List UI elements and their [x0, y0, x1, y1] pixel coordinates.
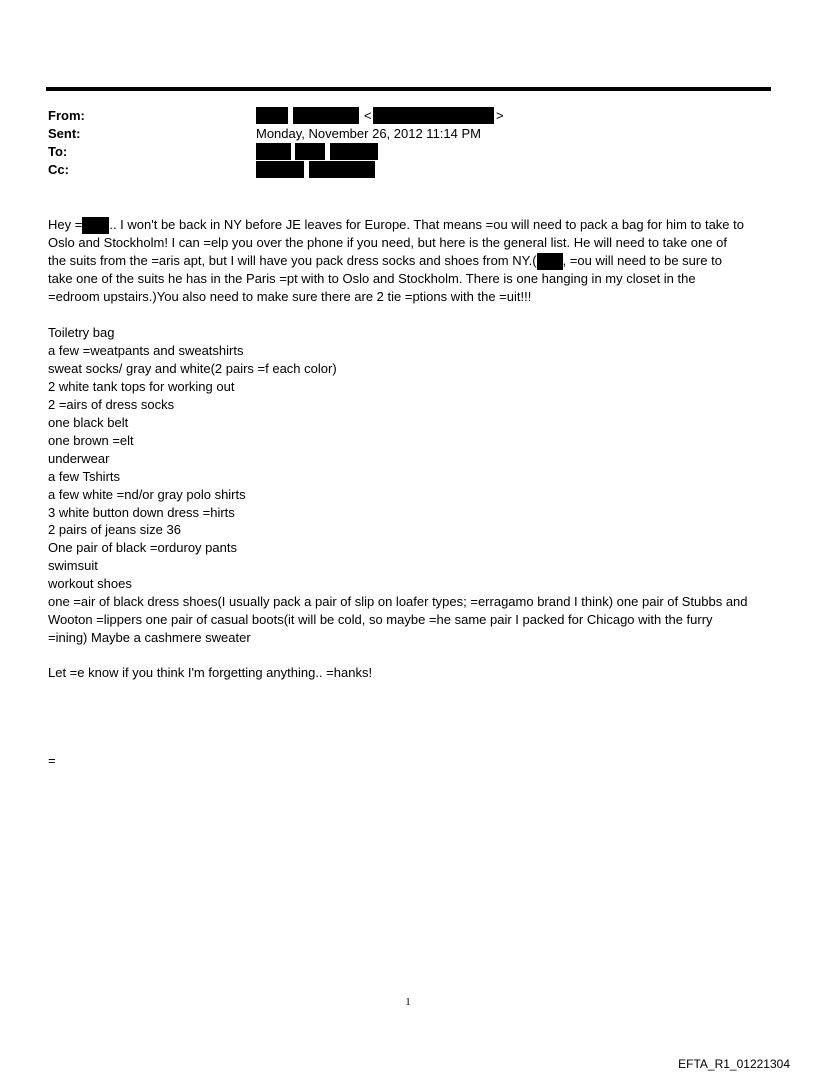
list-item: Wooton =lippers one pair of casual boots(it will be cold, so maybe =he same pair I packed for Chicago with the furry — [48, 612, 713, 628]
trailing-char: = — [48, 753, 56, 768]
list-item: a few white =nd/or gray polo shirts — [48, 486, 246, 502]
body-line: take one of the suits he has in the Paris =pt with to Oslo and Stockholm. There is one hanging in my closet in the — [48, 271, 696, 287]
email-body-paragraph — [48, 216, 773, 306]
body-line — [48, 252, 773, 270]
body-line: =edroom upstairs.)You also need to make sure there are 2 tie =ptions with the =uit!!! — [48, 288, 532, 304]
closing-line: Let =e know if you think I'm forgetting anything.. =hanks! — [48, 665, 373, 680]
sent-label: Sent: — [48, 126, 81, 141]
redaction-block — [256, 143, 291, 160]
list-item: 2 =airs of dress socks — [48, 396, 175, 412]
body-text: the suits from the =aris apt, but I will have you pack dress socks and shoes from NY.( — [48, 252, 537, 268]
list-item: Toiletry bag — [48, 325, 115, 340]
list-item: One pair of black =orduroy pants — [48, 540, 237, 556]
cc-label: Cc: — [48, 162, 69, 177]
redaction-block — [309, 161, 375, 178]
body-line — [48, 216, 773, 234]
redaction-block — [537, 253, 563, 270]
redaction-block — [82, 217, 109, 234]
from-label: From: — [48, 108, 85, 123]
list-item: a few =weatpants and sweatshirts — [48, 342, 244, 358]
packing-list — [48, 324, 773, 647]
from-gt: > — [496, 108, 504, 123]
page-number: 1 — [405, 996, 411, 1008]
body-line: Oslo and Stockholm! I can =elp you over the phone if you need, but here is the general list. He will need to take one of — [48, 235, 727, 251]
redaction-block — [330, 143, 378, 160]
list-item: 2 white tank tops for working out — [48, 378, 235, 394]
list-item: workout shoes — [48, 576, 132, 592]
body-text: .. I won't be back in NY before JE leaves for Europe. That means =ou will need to pack a bag for him to take to — [109, 217, 744, 232]
list-item: 3 white button down dress =hirts — [48, 504, 235, 520]
list-item: a few Tshirts — [48, 468, 121, 484]
body-text: Hey = — [48, 217, 83, 232]
list-item: =ining) Maybe a cashmere sweater — [48, 630, 251, 646]
redaction-block — [256, 161, 304, 178]
from-lt: < — [364, 108, 372, 123]
list-item: 2 pairs of jeans size 36 — [48, 522, 181, 538]
list-item: underwear — [48, 450, 110, 466]
list-item: one =air of black dress shoes(I usually pack a pair of slip on loafer types; =erragamo brand I think) one pair of Stubbs and — [48, 594, 748, 610]
redaction-block — [295, 143, 325, 160]
redaction-block — [293, 107, 359, 124]
sent-value: Monday, November 26, 2012 11:14 PM — [256, 126, 481, 141]
body-text: , =ou will need to be sure to — [562, 252, 722, 268]
header-divider — [46, 87, 771, 91]
redaction-block — [256, 107, 288, 124]
document-id: EFTA_R1_01221304 — [678, 1057, 790, 1071]
to-label: To: — [48, 144, 68, 159]
list-item: swimsuit — [48, 558, 98, 574]
list-item: sweat socks/ gray and white(2 pairs =f each color) — [48, 360, 337, 376]
redaction-block — [373, 107, 494, 124]
list-item: one brown =elt — [48, 432, 134, 448]
list-item: one black belt — [48, 414, 129, 430]
